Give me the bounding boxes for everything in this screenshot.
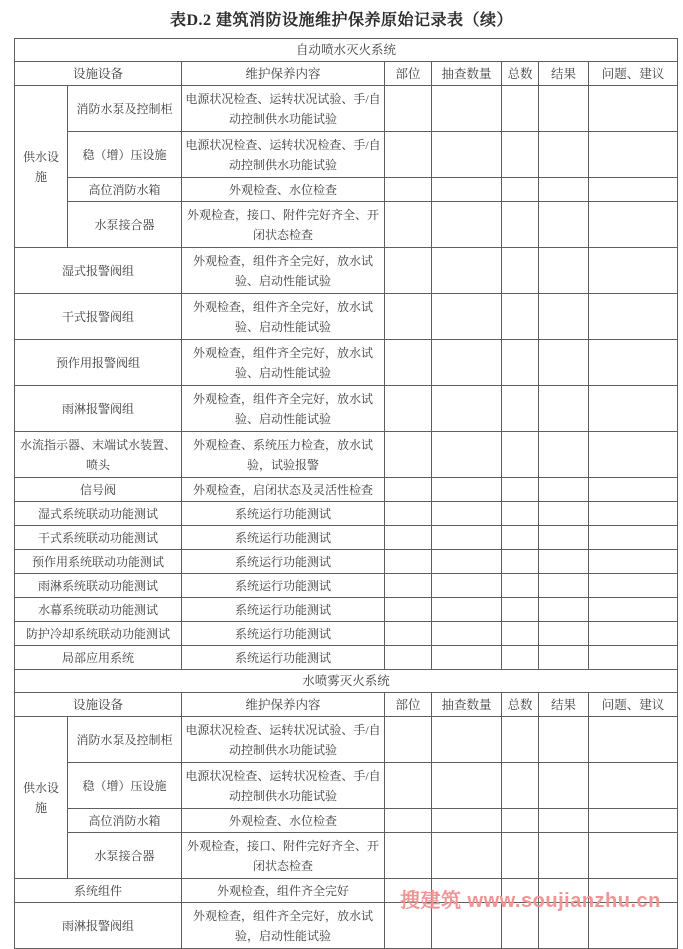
cell-issues — [589, 622, 678, 646]
equipment-name-cell: 防护冷却系统联动功能测试 — [15, 622, 182, 646]
cell-sample-count — [432, 294, 502, 340]
cell-total — [502, 833, 539, 879]
cell-sample-count — [432, 132, 502, 178]
maintenance-content-cell: 外观检查，接口、附件完好齐全、开闭状态检查 — [182, 202, 385, 248]
col-header-total: 总数 — [502, 693, 539, 717]
cell-result — [539, 550, 589, 574]
maintenance-content-cell: 电源状况检查、运转状况试验、手/自动控制供水功能试验 — [182, 717, 385, 763]
cell-issues — [589, 763, 678, 809]
cell-issues — [589, 248, 678, 294]
cell-location — [385, 248, 432, 294]
equipment-name-cell: 消防水泵及控制柜 — [68, 86, 182, 132]
cell-sample-count — [432, 178, 502, 202]
col-header-total: 总数 — [502, 62, 539, 86]
cell-result — [539, 86, 589, 132]
cell-sample-count — [432, 432, 502, 478]
cell-location — [385, 598, 432, 622]
cell-result — [539, 717, 589, 763]
cell-sample-count — [432, 763, 502, 809]
col-header-equipment: 设施设备 — [15, 693, 182, 717]
cell-location — [385, 646, 432, 670]
maintenance-content-cell: 外观检查，组件齐全完好，放水试验，启动性能试验 — [182, 903, 385, 949]
cell-total — [502, 574, 539, 598]
equipment-name-cell: 系统组件 — [15, 879, 182, 903]
cell-location — [385, 432, 432, 478]
cell-sample-count — [432, 598, 502, 622]
maintenance-content-cell: 电源状况检查、运转状况检查、手/自动控制供水功能试验 — [182, 132, 385, 178]
cell-total — [502, 294, 539, 340]
cell-location — [385, 202, 432, 248]
cell-total — [502, 340, 539, 386]
maintenance-record-table — [14, 38, 678, 949]
cell-result — [539, 646, 589, 670]
maintenance-content-cell: 外观检查、水位检查 — [182, 178, 385, 202]
maintenance-content-cell: 外观检查，启闭状态及灵活性检查 — [182, 478, 385, 502]
cell-total — [502, 202, 539, 248]
page-title: 表D.2 建筑消防设施维护保养原始记录表（续） — [169, 12, 514, 29]
cell-issues — [589, 178, 678, 202]
group-label-cell: 供水设施 — [15, 86, 68, 248]
cell-result — [539, 833, 589, 879]
maintenance-content-cell: 外观检查，组件齐全完好，放水试验、启动性能试验 — [182, 386, 385, 432]
equipment-name-cell: 雨淋系统联动功能测试 — [15, 574, 182, 598]
equipment-name-cell: 湿式报警阀组 — [15, 248, 182, 294]
cell-total — [502, 622, 539, 646]
watermark: 搜建筑 www.soujianzhu.cn — [400, 890, 661, 912]
cell-issues — [589, 646, 678, 670]
equipment-name-cell: 稳（增）压设施 — [68, 763, 182, 809]
equipment-name-cell: 干式系统联动功能测试 — [15, 526, 182, 550]
equipment-name-cell: 干式报警阀组 — [15, 294, 182, 340]
col-header-issues: 问题、建议 — [589, 693, 678, 717]
maintenance-content-cell: 外观检查，组件齐全完好，放水试验、启动性能试验 — [182, 294, 385, 340]
equipment-name-cell: 消防水泵及控制柜 — [68, 717, 182, 763]
cell-total — [502, 132, 539, 178]
equipment-name-cell: 湿式系统联动功能测试 — [15, 502, 182, 526]
maintenance-content-cell: 外观检查、水位检查 — [182, 809, 385, 833]
cell-location — [385, 622, 432, 646]
col-header-content: 维护保养内容 — [182, 62, 385, 86]
maintenance-content-cell: 电源状况检查、运转状况检查、手/自动控制供水功能试验 — [182, 763, 385, 809]
cell-total — [502, 809, 539, 833]
cell-result — [539, 432, 589, 478]
cell-issues — [589, 432, 678, 478]
equipment-name-cell: 局部应用系统 — [15, 646, 182, 670]
maintenance-content-cell: 系统运行功能测试 — [182, 526, 385, 550]
cell-sample-count — [432, 717, 502, 763]
cell-result — [539, 132, 589, 178]
cell-sample-count — [432, 248, 502, 294]
maintenance-content-cell: 系统运行功能测试 — [182, 502, 385, 526]
equipment-name-cell: 雨淋报警阀组 — [15, 386, 182, 432]
equipment-name-cell: 信号阀 — [15, 478, 182, 502]
col-header-result: 结果 — [539, 693, 589, 717]
maintenance-content-cell: 外观检查、系统压力检查，放水试验，试验报警 — [182, 432, 385, 478]
maintenance-content-cell: 电源状况检查、运转状况试验、手/自动控制供水功能试验 — [182, 86, 385, 132]
cell-result — [539, 502, 589, 526]
col-header-location: 部位 — [385, 62, 432, 86]
cell-total — [502, 763, 539, 809]
cell-total — [502, 432, 539, 478]
maintenance-content-cell: 系统运行功能测试 — [182, 574, 385, 598]
cell-sample-count — [432, 574, 502, 598]
maintenance-content-cell: 外观检查，接口、附件完好齐全、开闭状态检查 — [182, 833, 385, 879]
cell-result — [539, 763, 589, 809]
col-header-sample-count: 抽查数量 — [432, 693, 502, 717]
col-header-content: 维护保养内容 — [182, 693, 385, 717]
equipment-name-cell: 水幕系统联动功能测试 — [15, 598, 182, 622]
maintenance-content-cell: 外观检查，组件齐全完好，放水试验、启动性能试验 — [182, 248, 385, 294]
cell-result — [539, 178, 589, 202]
cell-issues — [589, 478, 678, 502]
cell-result — [539, 386, 589, 432]
equipment-name-cell: 水流指示器、末端试水装置、喷头 — [15, 432, 182, 478]
cell-sample-count — [432, 340, 502, 386]
cell-issues — [589, 386, 678, 432]
cell-result — [539, 526, 589, 550]
equipment-name-cell: 雨淋报警阀组 — [15, 903, 182, 949]
cell-location — [385, 809, 432, 833]
cell-sample-count — [432, 502, 502, 526]
cell-issues — [589, 598, 678, 622]
cell-issues — [589, 717, 678, 763]
cell-result — [539, 622, 589, 646]
cell-result — [539, 294, 589, 340]
cell-issues — [589, 340, 678, 386]
equipment-name-cell: 水泵接合器 — [68, 833, 182, 879]
cell-issues — [589, 294, 678, 340]
cell-sample-count — [432, 622, 502, 646]
cell-total — [502, 598, 539, 622]
maintenance-content-cell: 系统运行功能测试 — [182, 550, 385, 574]
cell-sample-count — [432, 386, 502, 432]
equipment-name-cell: 预作用系统联动功能测试 — [15, 550, 182, 574]
col-header-issues: 问题、建议 — [589, 62, 678, 86]
cell-location — [385, 574, 432, 598]
cell-location — [385, 526, 432, 550]
cell-location — [385, 294, 432, 340]
cell-location — [385, 340, 432, 386]
cell-location — [385, 717, 432, 763]
cell-issues — [589, 574, 678, 598]
cell-total — [502, 717, 539, 763]
equipment-name-cell: 水泵接合器 — [68, 202, 182, 248]
section-title: 水喷雾灭火系统 — [15, 670, 678, 693]
equipment-name-cell: 高位消防水箱 — [68, 809, 182, 833]
cell-total — [502, 178, 539, 202]
cell-total — [502, 550, 539, 574]
cell-result — [539, 809, 589, 833]
cell-issues — [589, 550, 678, 574]
cell-location — [385, 833, 432, 879]
cell-sample-count — [432, 833, 502, 879]
cell-location — [385, 86, 432, 132]
cell-result — [539, 248, 589, 294]
maintenance-content-cell: 外观检查，组件齐全完好 — [182, 879, 385, 903]
cell-sample-count — [432, 86, 502, 132]
cell-issues — [589, 132, 678, 178]
cell-location — [385, 763, 432, 809]
col-header-result: 结果 — [539, 62, 589, 86]
maintenance-content-cell: 系统运行功能测试 — [182, 598, 385, 622]
maintenance-content-cell: 系统运行功能测试 — [182, 646, 385, 670]
cell-result — [539, 478, 589, 502]
cell-issues — [589, 86, 678, 132]
cell-result — [539, 598, 589, 622]
cell-total — [502, 386, 539, 432]
cell-total — [502, 502, 539, 526]
cell-location — [385, 386, 432, 432]
cell-sample-count — [432, 202, 502, 248]
cell-total — [502, 478, 539, 502]
cell-sample-count — [432, 809, 502, 833]
cell-sample-count — [432, 478, 502, 502]
col-header-location: 部位 — [385, 693, 432, 717]
cell-issues — [589, 526, 678, 550]
cell-issues — [589, 833, 678, 879]
cell-total — [502, 86, 539, 132]
cell-location — [385, 550, 432, 574]
cell-total — [502, 526, 539, 550]
col-header-equipment: 设施设备 — [15, 62, 182, 86]
cell-sample-count — [432, 550, 502, 574]
cell-issues — [589, 809, 678, 833]
equipment-name-cell: 预作用报警阀组 — [15, 340, 182, 386]
group-label-cell: 供水设施 — [15, 717, 68, 879]
section-title: 自动喷水灭火系统 — [15, 39, 678, 62]
cell-issues — [589, 202, 678, 248]
cell-location — [385, 478, 432, 502]
cell-result — [539, 340, 589, 386]
cell-location — [385, 178, 432, 202]
equipment-name-cell: 稳（增）压设施 — [68, 132, 182, 178]
cell-result — [539, 574, 589, 598]
cell-sample-count — [432, 526, 502, 550]
cell-sample-count — [432, 646, 502, 670]
equipment-name-cell: 高位消防水箱 — [68, 178, 182, 202]
maintenance-content-cell: 系统运行功能测试 — [182, 622, 385, 646]
maintenance-content-cell: 外观检查，组件齐全完好，放水试验、启动性能试验 — [182, 340, 385, 386]
cell-issues — [589, 502, 678, 526]
cell-total — [502, 248, 539, 294]
cell-result — [539, 202, 589, 248]
cell-total — [502, 646, 539, 670]
cell-location — [385, 132, 432, 178]
col-header-sample-count: 抽查数量 — [432, 62, 502, 86]
cell-location — [385, 502, 432, 526]
